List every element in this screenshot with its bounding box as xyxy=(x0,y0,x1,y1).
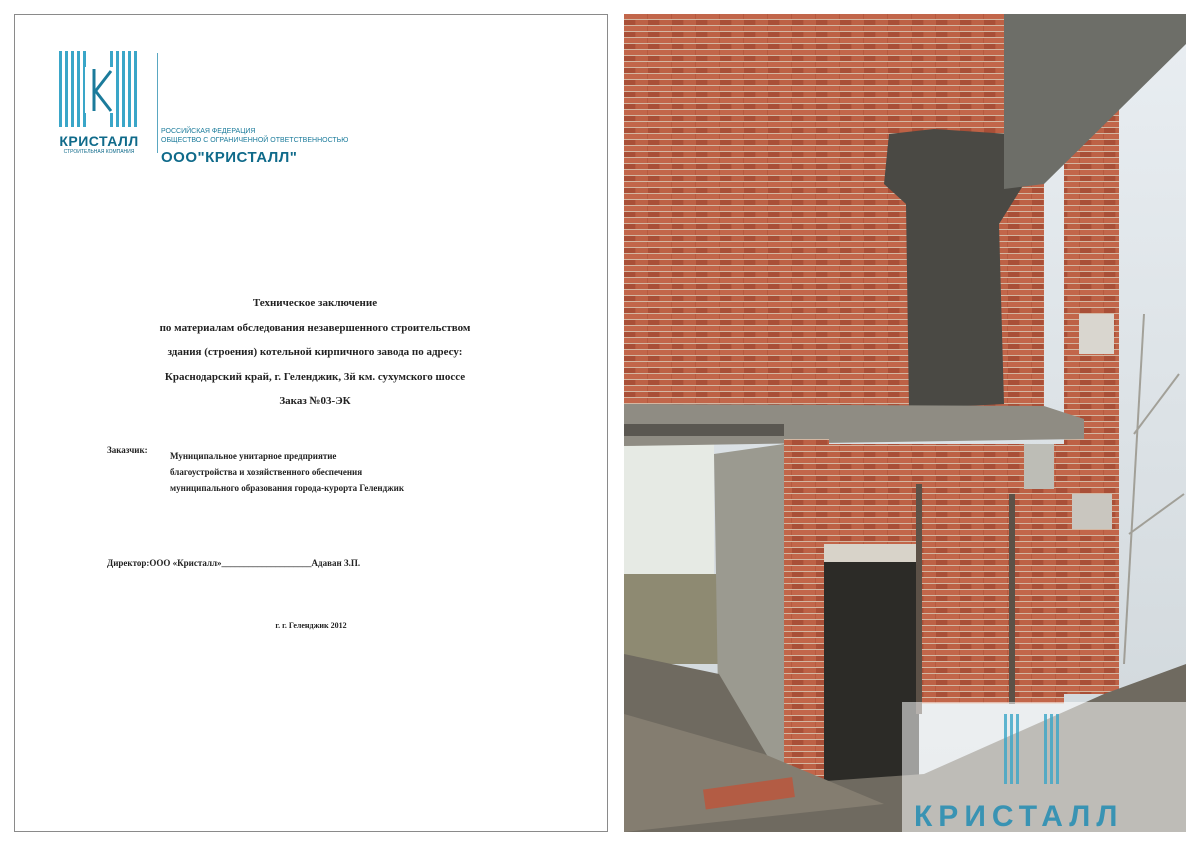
customer-line: Муниципальное унитарное предприятие xyxy=(170,451,337,461)
customer-line: муниципального образования города-курорта Геленджик xyxy=(170,483,405,493)
title-line: Краснодарский край, г. Геленджик, 3й км. сухумского шоссе xyxy=(164,370,466,383)
title-line: по материалам обследования незавершенного строительством xyxy=(159,321,471,334)
document-title xyxy=(55,291,575,414)
logo-entity-line: ОБЩЕСТВО С ОГРАНИЧЕННОЙ ОТВЕТСТВЕННОСТЬЮ xyxy=(161,137,349,144)
logo-divider xyxy=(157,53,158,153)
customer-name xyxy=(170,445,404,499)
building-photo xyxy=(624,14,1186,832)
city-year: г. г. Геленджик 2012 xyxy=(275,621,347,630)
logo-wordmark: КРИСТАЛЛ xyxy=(59,133,139,149)
watermark-text: КРИСТАЛЛ xyxy=(914,800,1124,832)
logo-tagline: СТРОИТЕЛЬНАЯ КОМПАНИЯ xyxy=(63,149,135,155)
order-number: Заказ №03-ЭК xyxy=(279,395,351,407)
customer-line: благоустройства и хозяйственного обеспечения xyxy=(170,467,363,477)
crystal-logo-icon xyxy=(57,49,139,129)
title-line: Техническое заключение xyxy=(252,297,378,309)
director-signature-line: Директор:ООО «Кристалл»____________________Адаван З.П. xyxy=(107,558,361,568)
logo-company-name: ООО"КРИСТАЛЛ" xyxy=(161,149,298,166)
title-line: здания (строения) котельной кирпичного завода по адресу: xyxy=(167,346,463,358)
company-logo xyxy=(57,49,357,166)
document-title-page xyxy=(14,14,608,832)
customer-label: Заказчик: xyxy=(107,445,148,455)
ruined-brick-building-image xyxy=(624,14,1186,832)
logo-country-line: РОССИЙСКАЯ ФЕДЕРАЦИЯ xyxy=(161,128,256,135)
